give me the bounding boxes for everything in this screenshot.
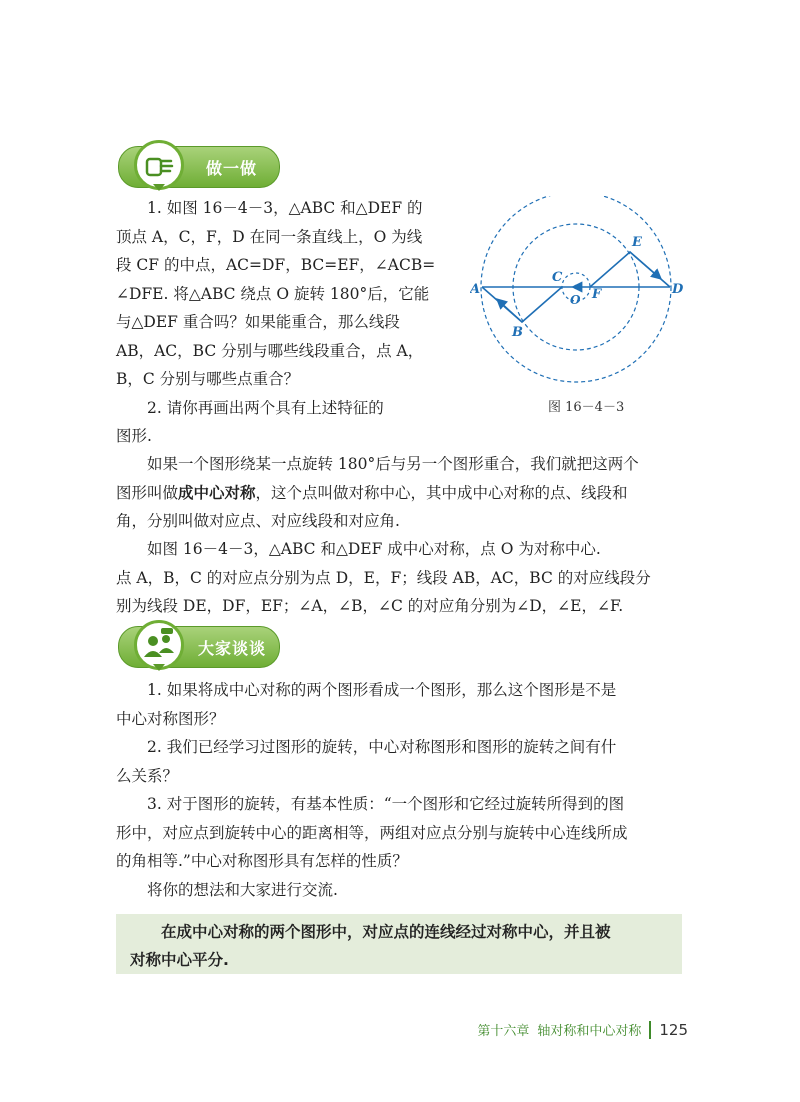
definition-text: 图形叫做 [116, 483, 179, 502]
property-line: 对称中心平分. [130, 951, 229, 969]
pointer-icon [153, 184, 165, 191]
triangle-ABC [482, 287, 562, 322]
example-line: 点 A，B，C 的对应点分别为点 D，E，F；线段 AB，AC，BC 的对应线段分 [116, 568, 651, 587]
center-point [574, 285, 578, 289]
label-A: A [470, 282, 481, 297]
label-O: O [570, 293, 581, 307]
label-B: B [512, 325, 523, 340]
discussion-line: 中心对称图形？ [116, 709, 225, 728]
exercise-line: 与△DEF 重合吗？如果能重合，那么线段 [116, 313, 400, 331]
exercise-line: 段 CF 的中点，AC=DF，BC=EF，∠ACB= [116, 256, 436, 274]
arrow-BA [498, 300, 522, 322]
label-C: C [552, 270, 563, 285]
exercise-line: 图形. [116, 427, 152, 445]
discussion-line: 3. 对于图形的旋转，有基本性质：“一个图形和它经过旋转所得到的图 [147, 795, 625, 813]
exercise-block [116, 194, 466, 451]
label-F: F [592, 287, 602, 302]
example-line: 如图 16－4－3，△ABC 和△DEF 成中心对称，点 O 为对称中心. [147, 540, 601, 558]
example-paragraph [116, 535, 686, 621]
discussion-line: 将你的想法和大家进行交流. [147, 880, 338, 899]
figure-rotation-diagram [470, 196, 700, 386]
footer-divider [649, 1021, 651, 1039]
definition-line [116, 479, 686, 508]
exercise-line: AB，AC，BC 分别与哪些线段重合，点 A， [116, 341, 424, 360]
example-line: 别为线段 DE，DF，EF；∠A，∠B，∠C 的对应角分别为∠D，∠E，∠F. [116, 597, 624, 615]
figure-caption: 图 16－4－3 [548, 400, 625, 415]
exercise-line: ∠DFE. 将△ABC 绕点 O 旋转 180°后，它能 [116, 284, 430, 303]
triangle-DEF [590, 252, 670, 287]
definition-line: 如果一个图形绕某一点旋转 180°后与另一个图形重合，我们就把这两个 [147, 455, 639, 473]
label-D: D [672, 282, 684, 297]
definition-paragraph [116, 450, 686, 536]
discussion-line: 么关系？ [116, 766, 179, 785]
chapter-label: 第十六章 [477, 1024, 530, 1039]
page-number: 125 [659, 1020, 688, 1039]
discussion-line: 2. 我们已经学习过图形的旋转，中心对称图形和图形的旋转之间有什 [147, 738, 617, 756]
chapter-title: 轴对称和中心对称 [537, 1024, 642, 1039]
definition-line: 角，分别叫做对应点、对应线段和对应角. [116, 512, 400, 530]
page-footer [477, 1020, 688, 1039]
property-line: 在成中心对称的两个图形中，对应点的连线经过对称中心，并且被 [161, 923, 611, 941]
discussion-line: 形中，对应点到旋转中心的距离相等，两组对应点分别与旋转中心连线所成 [116, 823, 628, 842]
definition-text: ，这个点叫做对称中心，其中成中心对称的点、线段和 [255, 483, 628, 502]
exercise-line: B，C 分别与哪些点重合？ [116, 370, 300, 388]
discussion-line: 的角相等.”中心对称图形具有怎样的性质？ [116, 852, 408, 870]
term-central-symmetry: 成中心对称 [178, 482, 256, 502]
property-box [116, 914, 682, 974]
exercise-line: 2. 请你再画出两个具有上述特征的 [147, 398, 384, 417]
label-E: E [632, 235, 642, 250]
section-title: 大家谈谈 [198, 639, 267, 658]
section-title: 做一做 [206, 159, 258, 178]
hand-icon [134, 140, 184, 190]
discussion-line: 1. 如果将成中心对称的两个图形看成一个图形，那么这个图形是不是 [147, 681, 617, 699]
pointer-icon [153, 664, 165, 671]
people-icon [134, 620, 184, 670]
exercise-line: 1. 如图 16－4－3，△ABC 和△DEF 的 [147, 199, 423, 217]
discussion-block [116, 676, 686, 904]
exercise-line: 顶点 A，C，F，D 在同一条直线上，O 为线 [116, 227, 423, 246]
